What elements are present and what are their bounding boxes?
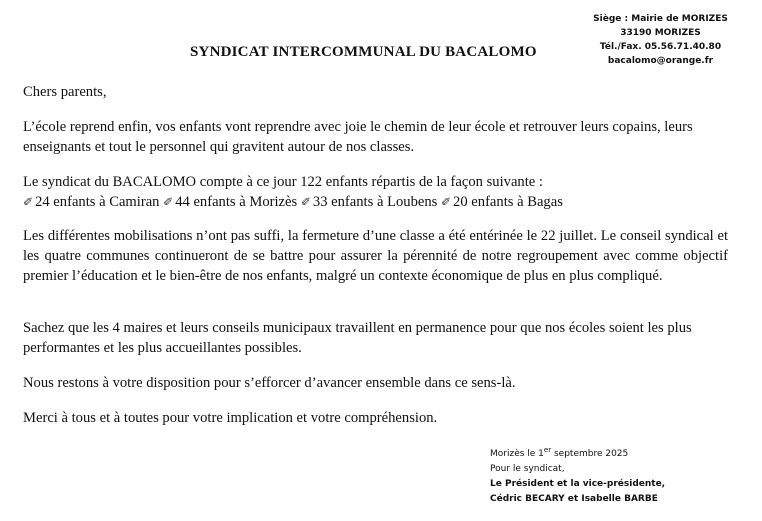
distribution-item: 24 enfants à Camiran: [35, 194, 160, 210]
distribution-item: 44 enfants à Morizès: [175, 194, 298, 210]
signature-date: Morizès le 1er septembre 2025: [490, 446, 629, 459]
paragraph-enrolment: [23, 172, 728, 212]
signature-roles: Le Président et la vice-présidente,: [490, 479, 666, 489]
document-title: SYNDICAT INTERCOMMUNAL DU BACALOMO: [190, 44, 537, 60]
seat-email: bacalomo@orange.fr: [607, 56, 714, 66]
pencil-icon: ✐: [23, 195, 34, 209]
seat-line: Siège : Mairie de MORIZES: [593, 14, 728, 24]
paragraph-availability: Nous restons à votre disposition pour s’efforcer d’avancer ensemble dans ce sens-là.: [23, 375, 516, 391]
seat-address-block: [588, 12, 733, 68]
paragraph-thanks: Merci à tous et à toutes pour votre implication et votre compréhension.: [23, 410, 438, 426]
seat-phone: Tél./Fax. 05.56.71.40.80: [599, 42, 722, 52]
seat-postcode: 33190 MORIZES: [620, 28, 701, 38]
distribution-item: 20 enfants à Bagas: [453, 194, 563, 210]
enrolment-intro: Le syndicat du BACALOMO compte à ce jour 122 enfants répartis de la façon suivante :: [23, 174, 543, 190]
enrolment-distribution: [23, 192, 728, 212]
signature-names: Cédric BECARY et Isabelle BARBE: [490, 494, 658, 504]
pencil-icon: ✐: [163, 195, 174, 209]
pencil-icon: ✐: [300, 195, 311, 209]
signature-block: [490, 443, 665, 507]
paragraph-mayors: Sachez que les 4 maires et leurs conseils municipaux travaillent en permanence pour que nos écoles soient les plus performantes et les plus accueillantes possibles.: [23, 320, 692, 356]
pencil-icon: ✐: [440, 195, 452, 209]
signature-for: Pour le syndicat,: [490, 464, 565, 474]
salutation: Chers parents,: [23, 84, 107, 100]
paragraph-intro: L’école reprend enfin, vos enfants vont reprendre avec joie le chemin de leur école et retrouver leurs copains, leurs enseignants et tout le personnel qui gravitent autour de nos classes.: [23, 119, 693, 155]
paragraph-mobilisation: Les différentes mobilisations n’ont pas suffi, la fermeture d’une classe a été entérinée le 22 juillet. Le conseil syndical et les quatre communes continueront de se battre pour assurer la pérennité de notre regroupement avec comme objectif premier l’éducation et le bien-être de nos enfants, malgré un contexte économique de plus en plus compliqué.: [23, 228, 728, 284]
distribution-item: 33 enfants à Loubens: [312, 194, 438, 210]
